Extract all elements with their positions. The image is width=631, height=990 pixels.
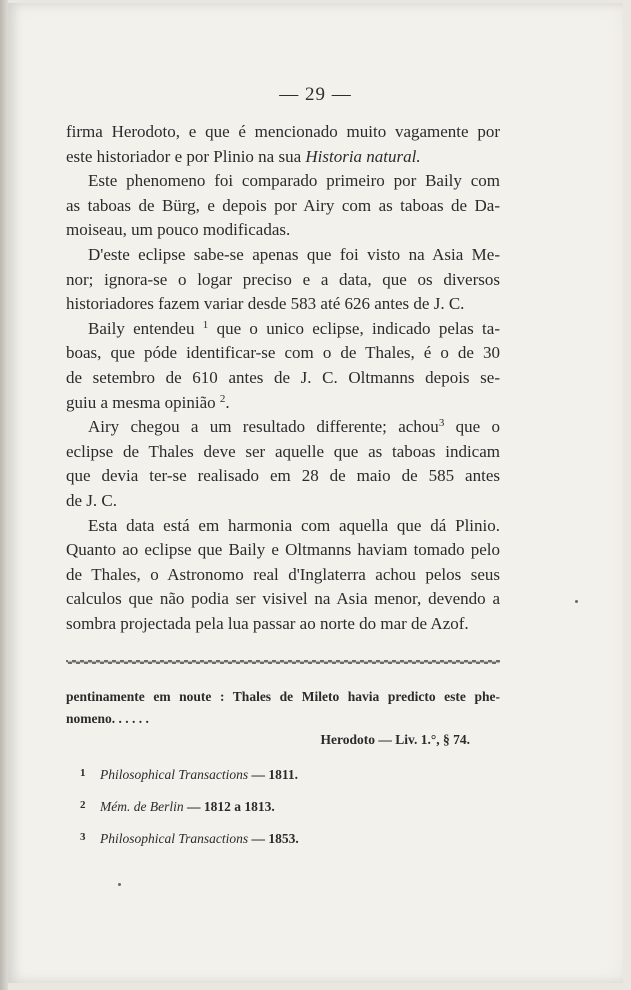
footnote-rest: — 1812 a 1813. — [183, 799, 275, 814]
text-line: de setembro de 610 antes de J. C. Oltmanns depois se- — [66, 367, 500, 387]
paper-speck — [118, 883, 121, 886]
book-spine-shadow — [0, 0, 8, 990]
footnote-mark: 3 — [80, 831, 86, 843]
footnote-line: pentinamente em noute : Thales de Mileto havia predicto este phe- — [66, 689, 500, 704]
footnote-rest: — 1853. — [248, 831, 299, 846]
text-line: sombra projectada pela lua passar ao norte do mar de Azof. — [66, 613, 469, 633]
footnote-3 — [80, 831, 299, 847]
text-line: moiseau, um pouco modificadas. — [66, 220, 291, 240]
text-line: Airy chegou a um resultado differente; achou$^3$ que o — [88, 417, 500, 437]
text-line: este historiador e por Plinio na sua Historia natural. — [66, 146, 421, 166]
footnote-title: Philosophical Transactions — [100, 831, 249, 846]
text-line: boas, que póde identificar-se com o de Thales, é o de 30 — [66, 343, 500, 363]
footnote-reference: 1 — [202, 318, 209, 331]
text-line: Quanto ao eclipse que Baily e Oltmanns haviam tomado pelo — [66, 540, 500, 560]
footnote-title: Philosophical Transactions — [100, 767, 249, 782]
footnote-2 — [80, 799, 275, 815]
text-line: firma Herodoto, e que é mencionado muito vagamente por — [66, 122, 500, 141]
footnote-reference: 3 — [438, 417, 445, 430]
footnote-separator — [66, 658, 500, 666]
footnote-mark: 2 — [80, 799, 86, 811]
text-line: nor; ignora-se o logar preciso e a data, que os diversos — [66, 269, 500, 289]
text-line: Esta data está em harmonia com aquella que dá Plinio. — [88, 515, 500, 535]
body-text — [66, 120, 500, 636]
footnote-title: Mém. de Berlin — [100, 799, 184, 814]
text-line: guiu a mesma opinião $^2$. — [66, 392, 230, 412]
text-line: que devia ter-se realisado em 28 de maio de 585 antes — [66, 466, 500, 486]
italic-title: Historia natural. — [305, 146, 421, 166]
footnote-source: Herodoto — Liv. 1.°, § 74. — [320, 732, 470, 747]
footnote-reference: 2 — [219, 392, 226, 405]
text-line: de J. C. — [66, 490, 117, 510]
page-number: — 29 — — [279, 84, 352, 105]
text-line: Baily entendeu $^1$ que o unico eclipse, indicado pelas ta- — [88, 318, 500, 338]
footnote-rest: — 1811. — [248, 767, 299, 782]
footnote-1 — [80, 767, 298, 783]
text-line: de Thales, o Astronomo real d'Inglaterra achou pelos seus — [66, 564, 500, 584]
text-line: eclipse de Thales deve ser aquelle que as taboas indicam — [66, 441, 500, 461]
paper-speck — [575, 600, 578, 603]
text-line: Este phenomeno foi comparado primeiro por Baily com — [88, 171, 500, 191]
text-line: historiadores fazem variar desde 583 até 626 antes de J. C. — [66, 294, 465, 314]
text-line: D'este eclipse sabe-se apenas que foi visto na Asia Me- — [88, 244, 500, 264]
text-line: calculos que não podia ser visivel na Asia menor, devendo a — [66, 589, 500, 609]
footnote-mark: 1 — [80, 767, 86, 779]
footnote-line: nomeno. . . . . . — [66, 711, 149, 726]
text-line: as taboas de Bürg, e depois por Airy com as taboas de Da- — [66, 195, 500, 215]
continued-footnote — [66, 686, 500, 730]
